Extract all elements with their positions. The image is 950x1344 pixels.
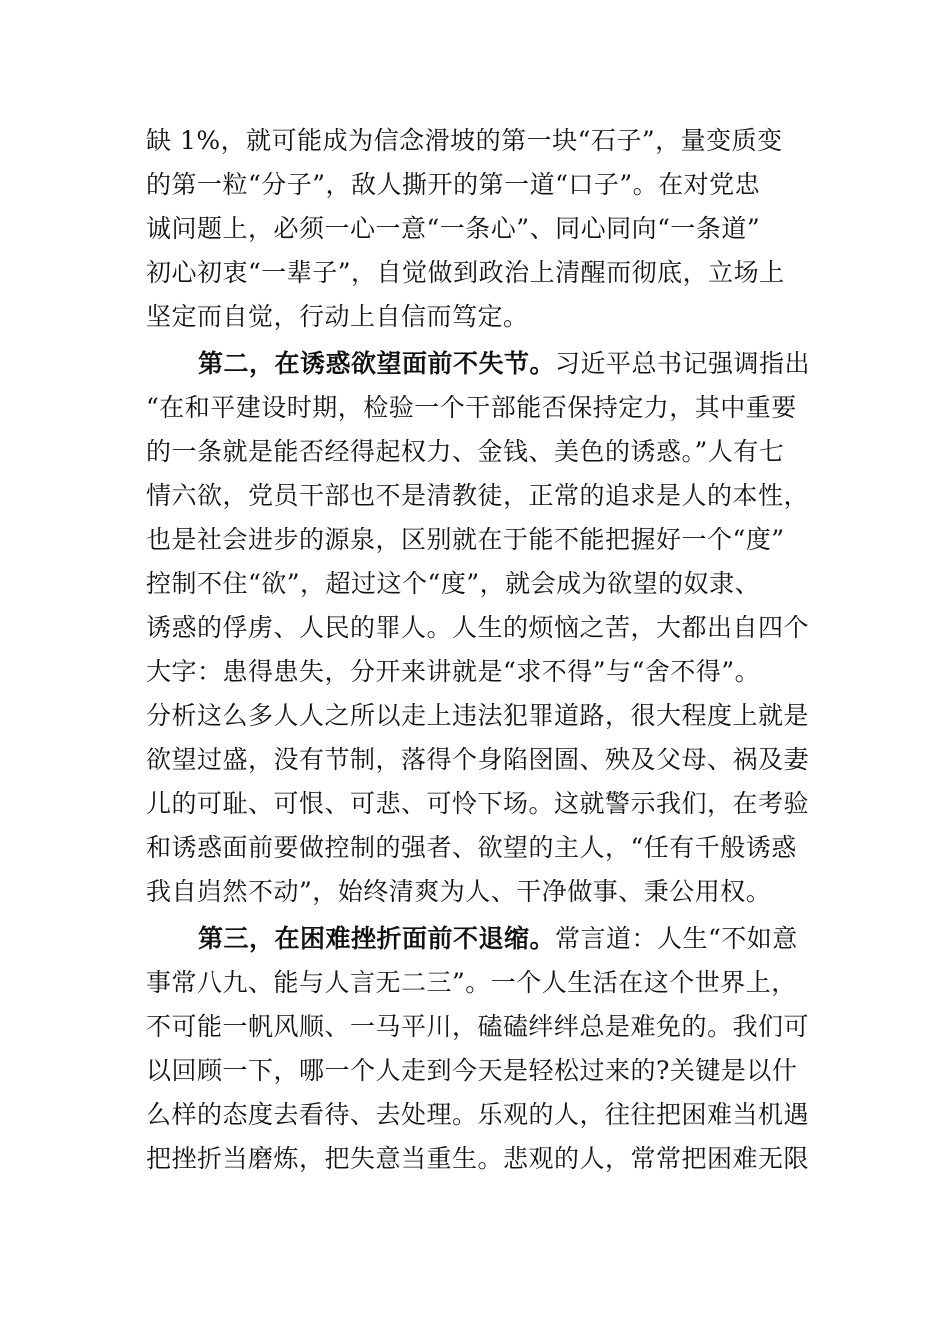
text-line: 和诱惑面前要做控制的强者、欲望的主人，“任有千般诱惑 (146, 833, 797, 862)
text-line: 大字：患得患失，分开来讲就是“求不得”与“舍不得”。 (146, 657, 761, 686)
text-line: 儿的可耻、可恨、可悲、可怜下场。这就警示我们，在考验 (146, 789, 810, 818)
text-line: 初心初衷“一辈子”，自觉做到政治上清醒而彻底，立场上 (146, 258, 785, 287)
text-line: 把挫折当磨炼，把失意当重生。悲观的人，常常把困难无限 (146, 1144, 810, 1173)
text-line: 事常八九、能与人言无二三”。一个人生活在这个世界上， (146, 968, 797, 997)
section-heading: 第三，在困难挫折面前不退缩。 (198, 924, 556, 953)
text-line: 的一条就是能否经得起权力、金钱、美色的诱惑。”人有七 (146, 437, 785, 466)
text-line: 控制不住“欲”，超过这个“度”，就会成为欲望的奴隶、 (146, 569, 761, 598)
paragraph-first-line (198, 342, 811, 386)
text-line: 缺 1%，就可能成为信念滑坡的第一块“石子”，量变质变 (146, 126, 783, 155)
text-line: 的第一粒“分子”，敌人撕开的第一道“口子”。在对党忠 (146, 170, 761, 199)
text-line: 诚问题上，必须一心一意“一条心”、同心同向“一条道” (146, 214, 761, 243)
section-heading: 第二，在诱惑欲望面前不失节。 (198, 349, 556, 378)
text-line: 分析这么多人人之所以走上违法犯罪道路，很大程度上就是 (146, 701, 810, 730)
text-line: “在和平建设时期，检验一个干部能否保持定力，其中重要 (146, 393, 797, 422)
text-line: 情六欲，党员干部也不是清教徒，正常的追求是人的本性， (146, 481, 810, 510)
text-run: 习近平总书记强调指出 (555, 349, 811, 378)
text-line: 不可能一帆风顺、一马平川，磕磕绊绊总是难免的。我们可 (146, 1012, 810, 1041)
text-line: 以回顾一下，哪一个人走到今天是轻松过来的?关键是以什 (146, 1056, 798, 1085)
text-line: 我自岿然不动”，始终清爽为人、干净做事、秉公用权。 (146, 877, 772, 906)
paragraph-first-line (198, 917, 808, 961)
text-line: 坚定而自觉，行动上自信而笃定。 (146, 302, 529, 331)
text-line: 么样的态度去看待、去处理。乐观的人，往往把困难当机遇 (146, 1100, 810, 1129)
text-line: 欲望过盛，没有节制，落得个身陷囹圄、殃及父母、祸及妻 (146, 745, 810, 774)
text-line: 也是社会进步的源泉，区别就在于能不能把握好一个“度” (146, 525, 785, 554)
text-run: 常言道：人生“不如意 (555, 924, 798, 953)
text-line: 诱惑的俘虏、人民的罪人。人生的烦恼之苦，大都出自四个 (146, 613, 810, 642)
